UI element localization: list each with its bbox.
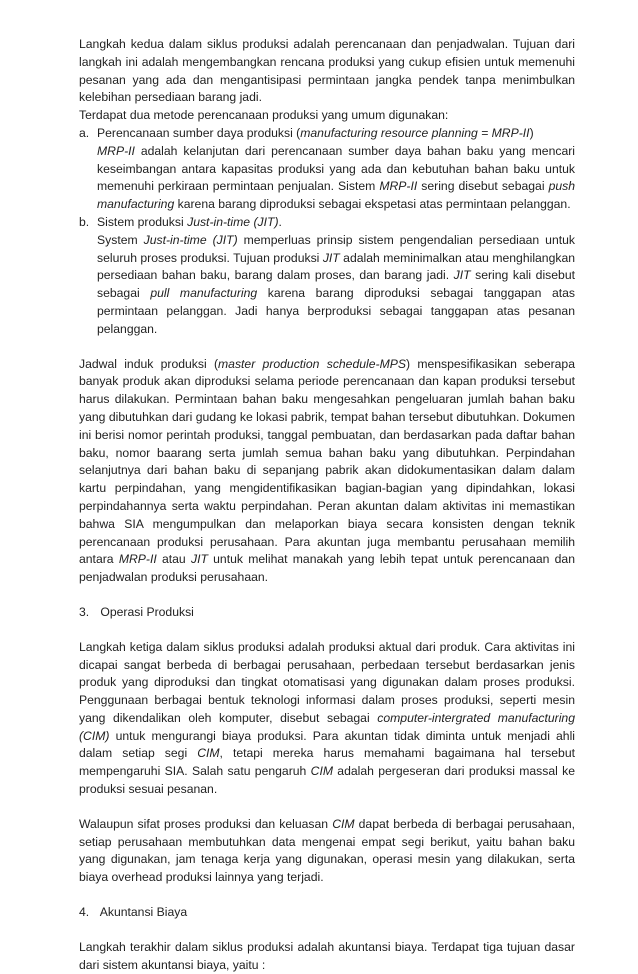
method-b-text: adalah meminimalkan atau menghilangkan persediaan bahan baku, barang dalam proses, dan barang jadi. bbox=[97, 250, 576, 283]
jit-term: Just-in-time (JIT) bbox=[143, 232, 238, 247]
method-a-title-close: ) bbox=[529, 125, 534, 140]
method-b-text: karena barang diproduksi sebagai tanggapan atas permintaan pelanggan. Jadi hanya berproduksi sebagai tanggapan atas pesanan pelanggan. bbox=[97, 286, 576, 336]
jit-term: JIT bbox=[190, 552, 208, 567]
mrp-term: MRP-II bbox=[379, 179, 418, 194]
mrp-term: MRP-II bbox=[97, 143, 135, 158]
method-a-item bbox=[79, 125, 575, 214]
method-a-marker: a. bbox=[79, 125, 90, 140]
mps-text: ) menspesifikasikan seberapa banyak produk akan diproduksi selama periode perencanaan dan kapan produksi tersebut harus dilakukan. Permintaan bahan baku mengesahkan pengeluaran jumlah bahan baku yang dibutuhkan dari gudang ke lokasi pabrik, tempat bahan tersebut dibutuhkan. Dokumen ini berisi nomor perintah produksi, tanggal pembuatan, dan berdasarkan pada daftar bahan baku, nomor baarang serta jumlah semua bahan baku yang dibutuhkan. Perpindahan selanjutnya dari bahan baku di sepanjang pabrik akan didokumentasikan dalam dalam kartu perpindahan, yang mengidentifikasikan bagian-bagian yang dipindahkan, lokasi perpindahannya serta waktu perpindahan. Peran akuntan dalam aktivitas ini memastikan bahwa SIA mengumpulkan dan melaporkan biaya secara konsisten dengan teknik perencanaan produksi perusahaan. Para akuntan juga membantu perusahaan memilih antara bbox=[79, 356, 575, 567]
section-3-paragraph-2 bbox=[79, 816, 575, 887]
method-b-title-close: . bbox=[278, 214, 282, 229]
method-a-text: sering disebut sebagai bbox=[417, 179, 549, 194]
cim-term: CIM bbox=[310, 764, 333, 779]
section-3-text: dapat berbeda di berbagai perusahaan, setiap perusahaan membutuhkan data mengenai empat segi berikut, yaitu bahan baku yang digunakan, jam tenaga kerja yang digunakan, operasi mesin yang dilakukan, serta biaya overhead produksi lainnya yang terjadi. bbox=[79, 816, 575, 885]
method-b-title-text: Sistem produksi bbox=[97, 214, 188, 229]
mrp-term: MRP-II bbox=[118, 552, 157, 567]
method-b-text: System bbox=[97, 232, 144, 247]
method-b-text: sering kali disebut sebagai bbox=[97, 268, 575, 301]
section-3-text: Langkah ketiga dalam siklus produksi adalah produksi aktual dari produk. Cara aktivitas ini dicapai sangat berbeda di berbagai perusahaan, perbedaan tersebut berdasarkan jenis produk yang diproduksi dan tingkat otomatisasi yang digunakan dalam proses produksi. Penggunaan berbagai bentuk teknologi informasi dalam proses produksi, seperti mesin yang dikendalikan oleh komputer, disebut sebagai bbox=[79, 639, 575, 725]
mps-paragraph bbox=[79, 356, 575, 587]
section-3-title: Operasi Produksi bbox=[100, 604, 194, 619]
section-3-text: Walaupun sifat proses produksi dan keluasan bbox=[79, 816, 333, 831]
jit-term: JIT bbox=[322, 250, 340, 265]
method-a-body bbox=[97, 143, 575, 214]
method-b-body bbox=[97, 232, 575, 339]
method-b-title-italic: Just-in-time (JIT) bbox=[187, 214, 279, 229]
section-3-text: adalah pergeseran dari produksi massal ke produksi sesuai pesanan. bbox=[79, 764, 576, 797]
method-b-marker: b. bbox=[79, 214, 90, 229]
document-page bbox=[79, 36, 575, 974]
section-4-title: Akuntansi Biaya bbox=[99, 905, 188, 920]
mps-text: untuk melihat manakah yang lebih tepat untuk perencanaan dan penjadwalan produksi perusahaan. bbox=[79, 552, 575, 585]
section-3-text: , tetapi mereka harus memahami bagaimana hal tersebut mempengaruhi SIA. Salah satu pengaruh bbox=[79, 746, 575, 779]
section-3-text: untuk mengurangi biaya produksi. Para akuntan tidak diminta untuk menjadi ahli dalam setiap segi bbox=[79, 728, 575, 761]
mps-text: Jadwal induk produksi ( bbox=[79, 356, 219, 371]
methods-intro: Terdapat dua metode perencanaan produksi yang umum digunakan: bbox=[79, 108, 449, 123]
section-3-number: 3. bbox=[79, 604, 90, 619]
intro-paragraph: Langkah kedua dalam siklus produksi adalah perencanaan dan penjadwalan. Tujuan dari langkah ini adalah mengembangkan rencana produksi yang cukup efisien untuk memenuhi pesanan yang ada dan mengantisipasi permintaan jangka pendek tanpa menimbulkan kelebihan persediaan barang jadi. bbox=[79, 37, 575, 105]
section-4-heading bbox=[79, 904, 575, 922]
section-4-paragraph: Langkah terakhir dalam siklus produksi adalah akuntansi biaya. Terdapat tiga tujuan dasar dari sistem akuntansi biaya, yaitu : bbox=[79, 939, 575, 972]
method-a-title-text: Perencanaan sumber daya produksi ( bbox=[97, 125, 301, 140]
section-3-heading bbox=[79, 604, 575, 622]
method-a-title bbox=[97, 125, 575, 143]
method-a-text: karena barang diproduksi sebagai ekspetasi atas permintaan pelanggan. bbox=[174, 197, 571, 212]
method-a-title-italic: manufacturing resource planning = MRP-II bbox=[300, 125, 530, 140]
push-term: push manufacturing bbox=[97, 179, 575, 212]
method-b-title bbox=[97, 214, 575, 232]
method-b-text: memperluas prinsip sistem pengendalian persediaan untuk seluruh proses produksi. Tujuan produksi bbox=[97, 232, 575, 265]
section-3-paragraph-1 bbox=[79, 639, 575, 799]
cim-term: CIM bbox=[197, 746, 220, 761]
method-a-text: adalah kelanjutan dari perencanaan sumber daya bahan baku yang mencari keseimbangan antara kapasitas produksi yang ada dan kebutuhan bahan baku untuk memenuhi perkiraan permintaan penjualan. Sistem bbox=[97, 143, 575, 194]
cim-term: computer-intergrated manufacturing (CIM) bbox=[79, 710, 575, 743]
mps-text: atau bbox=[156, 552, 191, 567]
cim-term: CIM bbox=[332, 816, 355, 831]
method-b-item bbox=[79, 214, 575, 339]
section-4-number: 4. bbox=[79, 905, 90, 920]
jit-term: JIT bbox=[453, 268, 471, 283]
mps-term: master production schedule-MPS bbox=[218, 356, 406, 371]
pull-term: pull manufacturing bbox=[150, 286, 258, 301]
